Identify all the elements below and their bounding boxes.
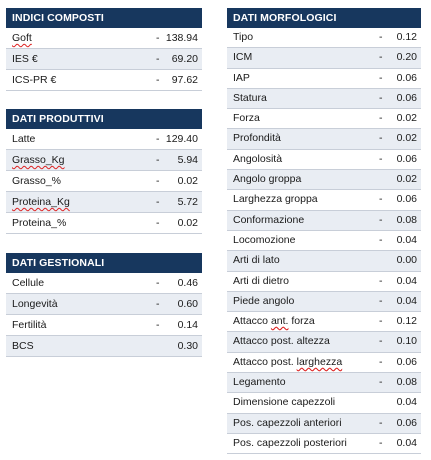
- table-row: [227, 353, 421, 373]
- row-value: 0.10: [396, 335, 417, 348]
- row-label: Piede angolo: [233, 294, 295, 307]
- row-label: Locomozione: [233, 233, 296, 246]
- row-label: Tipo: [233, 31, 254, 43]
- row-label: Arti di dietro: [233, 274, 290, 287]
- row-sign: -: [379, 31, 383, 43]
- row-sign: -: [156, 277, 160, 289]
- row-label: Forza: [233, 112, 260, 125]
- row-label: Pos. capezzoli anteriori: [233, 416, 342, 429]
- row-value: 5.72: [177, 196, 198, 208]
- table-row: [6, 294, 202, 315]
- table-row: [227, 89, 421, 109]
- row-label: Fertilità: [12, 319, 47, 331]
- row-value: 0.04: [396, 436, 417, 449]
- table-row: [227, 190, 421, 210]
- row-label: Attacco ant. forza: [233, 315, 315, 328]
- dati-morfologici-panel: [227, 8, 421, 454]
- dati-gestionali-rows: [6, 273, 202, 357]
- row-sign: -: [379, 193, 383, 206]
- dati-gestionali-panel: [6, 253, 202, 357]
- row-value: 0.02: [396, 132, 417, 145]
- row-sign: -: [379, 315, 383, 328]
- row-sign: -: [379, 71, 383, 84]
- row-label: IAP: [233, 71, 250, 84]
- table-row: [227, 69, 421, 89]
- row-label: Attacco post. altezza: [233, 335, 330, 348]
- table-row: [227, 231, 421, 251]
- row-sign: -: [156, 53, 160, 65]
- row-sign: -: [156, 217, 160, 229]
- row-label: Longevità: [12, 298, 58, 310]
- row-value: 0.04: [396, 274, 417, 287]
- row-value: 0.04: [396, 294, 417, 307]
- table-row: [6, 213, 202, 234]
- table-row: [227, 109, 421, 129]
- row-label: Proteina_%: [12, 217, 67, 229]
- row-label: Statura: [233, 91, 267, 104]
- table-row: [6, 171, 202, 192]
- row-value: 0.08: [396, 213, 417, 226]
- row-label: Conformazione: [233, 213, 305, 226]
- row-value: 0.02: [177, 217, 198, 229]
- dati-morfologici-rows: [227, 28, 421, 454]
- row-value: 0.12: [396, 31, 417, 43]
- row-sign: -: [379, 274, 383, 287]
- row-value: 129.40: [165, 133, 198, 145]
- table-row: [227, 332, 421, 352]
- row-label: Proteina_Kg: [12, 196, 70, 208]
- indici-composti-rows: [6, 28, 202, 91]
- row-value: 0.02: [396, 112, 417, 125]
- row-label: ICS-PR €: [12, 74, 57, 86]
- row-label: Latte: [12, 133, 36, 145]
- row-sign: -: [379, 233, 383, 246]
- table-row: [227, 48, 421, 68]
- row-value: 0.30: [177, 340, 198, 352]
- row-sign: -: [156, 175, 160, 187]
- table-row: [6, 336, 202, 357]
- row-label: Grasso_%: [12, 175, 62, 187]
- table-row: [227, 292, 421, 312]
- row-label: Legamento: [233, 376, 286, 389]
- row-value: 0.04: [396, 233, 417, 246]
- row-value: 0.06: [396, 355, 417, 368]
- row-value: 0.06: [396, 71, 417, 84]
- row-sign: -: [156, 319, 160, 331]
- table-row: [6, 150, 202, 171]
- table-row: [6, 49, 202, 70]
- row-sign: -: [379, 416, 383, 429]
- spellcheck-word: ant.: [270, 315, 289, 328]
- table-row: [6, 192, 202, 213]
- row-value: 0.60: [177, 298, 198, 310]
- row-value: 0.00: [396, 254, 417, 267]
- table-row: [227, 251, 421, 271]
- table-row: [6, 28, 202, 49]
- row-value: 0.06: [396, 152, 417, 165]
- row-sign: -: [379, 152, 383, 165]
- table-row: [227, 272, 421, 292]
- row-sign: -: [156, 196, 160, 208]
- row-label: Grasso_Kg: [12, 154, 65, 166]
- row-label: Dimensione capezzoli: [233, 396, 336, 409]
- row-label: Angolo groppa: [233, 173, 302, 186]
- table-row: [227, 312, 421, 332]
- row-value: 0.02: [396, 173, 417, 186]
- row-sign: -: [379, 132, 383, 145]
- dati-morfologici-header: DATI MORFOLOGICI: [227, 8, 421, 28]
- row-sign: -: [379, 91, 383, 104]
- row-sign: -: [156, 74, 160, 86]
- dati-gestionali-header: DATI GESTIONALI: [6, 253, 202, 273]
- row-sign: -: [379, 51, 383, 64]
- row-label: BCS: [12, 340, 34, 352]
- table-row: [227, 129, 421, 149]
- row-sign: -: [379, 213, 383, 226]
- spellcheck-word: larghezza: [296, 355, 343, 368]
- table-row: [227, 434, 421, 454]
- table-row: [227, 393, 421, 413]
- row-label: ICM: [233, 51, 253, 64]
- row-sign: -: [156, 32, 160, 44]
- dati-produttivi-rows: [6, 129, 202, 234]
- row-value: 0.04: [396, 396, 417, 409]
- row-value: 0.46: [177, 277, 198, 289]
- row-label: IES €: [12, 53, 38, 65]
- row-value: 138.94: [165, 32, 198, 44]
- row-label: Profondità: [233, 132, 281, 145]
- row-label: Goft: [12, 32, 32, 44]
- table-row: [6, 129, 202, 150]
- row-value: 0.12: [396, 315, 417, 328]
- table-row: [6, 70, 202, 91]
- row-sign: -: [379, 355, 383, 368]
- row-value: 97.62: [171, 74, 198, 86]
- table-row: [227, 414, 421, 434]
- dati-produttivi-panel: [6, 109, 202, 234]
- row-label: Angolosità: [233, 152, 283, 165]
- row-label: Attacco post. larghezza: [233, 355, 343, 368]
- indici-composti-header: INDICI COMPOSTI: [6, 8, 202, 28]
- dati-produttivi-header: DATI PRODUTTIVI: [6, 109, 202, 129]
- table-row: [227, 150, 421, 170]
- row-label: Pos. capezzoli posteriori: [233, 436, 347, 449]
- table-row: [6, 273, 202, 294]
- row-sign: -: [379, 376, 383, 389]
- row-value: 0.02: [177, 175, 198, 187]
- indici-composti-panel: [6, 8, 202, 91]
- table-row: [227, 211, 421, 231]
- row-label: Cellule: [12, 277, 45, 289]
- row-sign: -: [156, 154, 160, 166]
- row-sign: -: [379, 112, 383, 125]
- row-value: 0.14: [177, 319, 198, 331]
- table-row: [6, 315, 202, 336]
- row-label: Larghezza groppa: [233, 193, 318, 206]
- row-sign: -: [379, 335, 383, 348]
- row-value: 5.94: [177, 154, 198, 166]
- row-sign: -: [156, 133, 160, 145]
- row-value: 0.06: [396, 416, 417, 429]
- row-value: 69.20: [171, 53, 198, 65]
- table-row: [227, 170, 421, 190]
- row-value: 0.20: [396, 51, 417, 64]
- row-sign: -: [156, 298, 160, 310]
- row-value: 0.06: [396, 91, 417, 104]
- row-value: 0.08: [396, 376, 417, 389]
- table-row: [227, 373, 421, 393]
- row-sign: -: [379, 294, 383, 307]
- table-row: [227, 28, 421, 48]
- row-sign: -: [379, 436, 383, 449]
- row-value: 0.06: [396, 193, 417, 206]
- row-label: Arti di lato: [233, 254, 280, 267]
